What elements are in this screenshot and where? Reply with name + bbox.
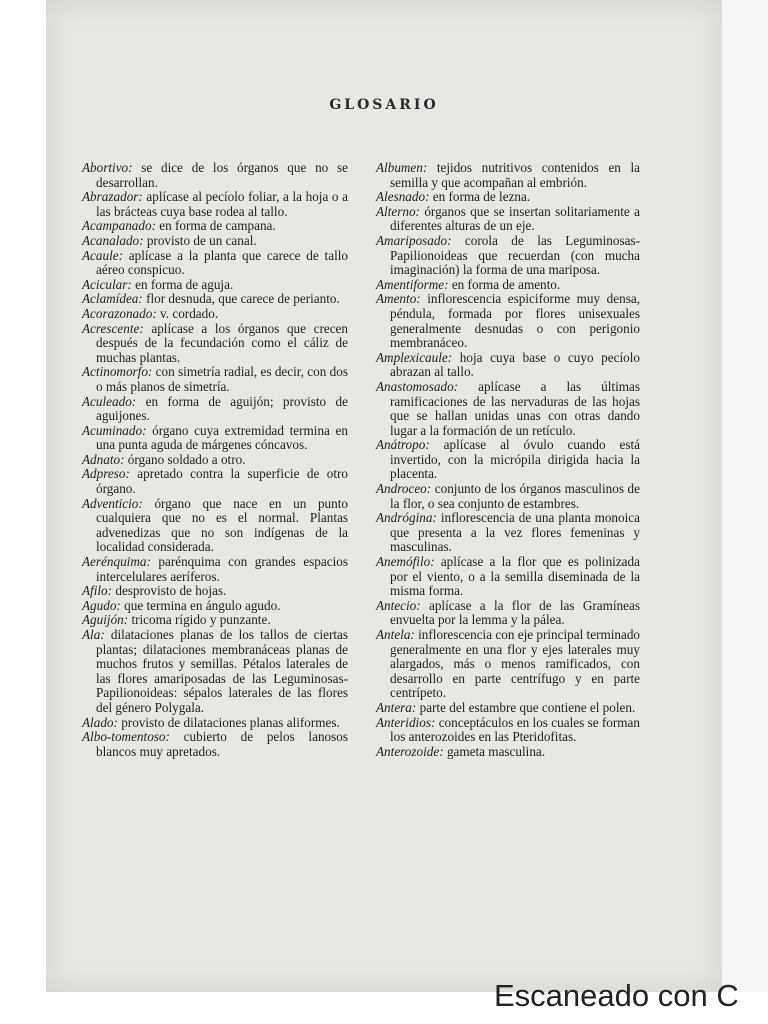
glossary-term: Anemófilo: [376, 554, 435, 570]
glossary-definition: órgano que nace en un punto cualquiera que no es el normal. Plantas advenedizas que no son indígenas de la localidad considerada. [96, 495, 348, 555]
glossary-entry [82, 365, 348, 394]
glossary-entry [82, 278, 348, 293]
glossary-term: Adventicio: [82, 495, 143, 511]
glossary-entry [82, 322, 348, 366]
book-page [46, 0, 722, 992]
glossary-entry [376, 701, 640, 716]
glossary-term: Aerénquima: [82, 554, 151, 570]
glossary-term: Aclamídea: [82, 291, 143, 307]
glossary-term: Amplexicaule: [376, 349, 453, 365]
glossary-column-left [82, 161, 348, 759]
glossary-entry [82, 307, 348, 322]
glossary-entry [82, 292, 348, 307]
scanner-watermark: Escaneado con C [494, 978, 739, 1013]
glossary-term: Andrógina: [376, 510, 437, 526]
glossary-definition: se dice de los órganos que no se desarrollan. [96, 160, 348, 190]
glossary-term: Anteridios: [376, 714, 436, 730]
glossary-definition: desprovisto de hojas. [112, 583, 227, 599]
glossary-term: Acampanado: [82, 218, 156, 234]
glossary-definition: órganos que se insertan solitariamente a diferentes alturas de un eje. [390, 203, 640, 234]
glossary-definition: en forma de lezna. [429, 189, 531, 205]
glossary-definition: hoja cuya base o cuyo pecíolo abrazan al tallo. [390, 349, 640, 380]
glossary-definition: con simetría radial, es decir, con dos o más planos de simetría. [96, 364, 348, 394]
glossary-definition: aplícase a la flor que es polinizada por el viento, o a la semilla diseminada de la misma forma. [390, 554, 640, 599]
glossary-definition: conjunto de los órganos masculinos de la flor, o sea conjunto de estambres. [390, 481, 640, 511]
glossary-term: Aculeado: [82, 393, 137, 409]
page-title: GLOSARIO [329, 97, 439, 113]
glossary-entry [82, 453, 348, 468]
glossary-definition: inflorescencia de una planta monoica que presenta a la vez flores femeninas y masculinas. [390, 510, 640, 555]
glossary-definition: cubierto de pelos lanosos blancos muy apretados. [96, 729, 348, 759]
glossary-entry [82, 249, 348, 278]
glossary-definition: en forma de aguja. [131, 276, 234, 292]
glossary-term: Antecio: [376, 597, 421, 613]
glossary-entry [82, 628, 348, 716]
glossary-term: Anátropo: [376, 437, 430, 453]
glossary-entry [376, 234, 640, 278]
glossary-definition: v. cordado. [156, 305, 219, 321]
glossary-term: Albo-tomentoso: [82, 729, 170, 745]
glossary-term: Antera: [376, 699, 417, 715]
glossary-definition: aplícase a las últimas ramificaciones de las nervaduras de las hojas que se hallan unidas unas con otras dando lugar a la formación de un retículo. [390, 378, 640, 438]
glossary-term: Acuminado: [82, 422, 147, 438]
glossary-entry [82, 161, 348, 190]
glossary-entry [82, 555, 348, 584]
glossary-entry [376, 482, 640, 511]
glossary-term: Amento: [376, 291, 421, 307]
glossary-entry [376, 161, 640, 190]
glossary-definition: tricoma rígido y punzante. [128, 612, 271, 628]
glossary-entry [376, 438, 640, 482]
glossary-definition: parte del estambre que contiene el polen. [416, 699, 636, 715]
glossary-definition: parénquima con grandes espacios intercelulares aeríferos. [96, 554, 348, 584]
glossary-entry [376, 205, 640, 234]
glossary-entry [376, 716, 640, 745]
glossary-term: Alado: [82, 714, 118, 730]
glossary-column-right [376, 161, 640, 759]
glossary-term: Alesnado: [376, 189, 430, 205]
page-edge [722, 0, 768, 992]
glossary-term: Adnato: [82, 451, 125, 467]
glossary-term: Acorazonado: [82, 305, 157, 321]
glossary-definition: aplícase al pecíolo foliar, a la hoja o a las brácteas cuya base rodea al tallo. [96, 189, 348, 219]
glossary-term: Anterozoide: [376, 743, 444, 759]
glossary-entry [376, 380, 640, 438]
glossary-definition: aplícase a la planta que carece de tallo aéreo conspicuo. [96, 247, 348, 278]
glossary-entry [82, 467, 348, 496]
glossary-entry [376, 555, 640, 599]
glossary-definition: conceptáculos en los cuales se forman los anterozoides en las Pteridofitas. [390, 714, 640, 745]
glossary-entry [82, 497, 348, 555]
glossary-definition: órgano cuya extremidad termina en una punta aguda de márgenes cóncavos. [96, 422, 348, 453]
glossary-term: Abrazador: [82, 189, 143, 205]
glossary-definition: en forma de campana. [155, 218, 276, 234]
glossary-definition: aplícase a los órganos que crecen después de la fecundación como el cáliz de muchas plantas. [96, 320, 348, 365]
glossary-term: Acaule: [82, 247, 124, 263]
glossary-entry [82, 395, 348, 424]
glossary-definition: aplícase al óvulo cuando está invertido, con la micrópila dirigida hacia la placenta. [390, 437, 640, 482]
glossary-term: Abortivo: [82, 160, 133, 175]
glossary-definition: apretado contra la superficie de otro órgano. [96, 466, 348, 497]
glossary-term: Androceo: [376, 481, 432, 497]
glossary-entry [376, 745, 640, 760]
glossary-entry [376, 511, 640, 555]
glossary-definition: en forma de aguijón; provisto de aguijones. [96, 393, 348, 424]
glossary-definition: dilataciones planas de los tallos de ciertas plantas; dilataciones membranáceas planas de muchos frutos y semillas. Pétalos laterales de las flores amariposadas de las Leguminosas-Papilionoideas: sépalos laterales de las flores del género Polygala. [96, 627, 348, 715]
glossary-term: Afilo: [82, 583, 113, 599]
glossary-term: Ala: [82, 627, 105, 642]
glossary-term: Acicular: [82, 276, 132, 292]
glossary-definition: gameta masculina. [443, 743, 546, 759]
glossary-entry [82, 599, 348, 614]
glossary-entry [82, 190, 348, 219]
glossary-definition: inflorescencia espiciforme muy densa, péndula, formada por flores unisexuales generalmente desnudas o con perigonio membranáceo. [390, 291, 640, 351]
glossary-term: Acanalado: [82, 232, 144, 248]
glossary-entry [376, 599, 640, 628]
glossary-entry [82, 613, 348, 628]
glossary-term: Agudo: [82, 597, 121, 613]
glossary-entry [82, 234, 348, 249]
glossary-definition: inflorescencia con eje principal terminado generalmente en una flor y ejes laterales muy alargados, más o menos ramificados, con desarrollo en parte centrífugo y en parte centrípeto. [390, 627, 641, 701]
glossary-term: Anastomosado: [376, 378, 459, 394]
glossary-definition: provisto de dilataciones planas aliformes. [117, 714, 340, 730]
glossary-entry [376, 278, 640, 293]
glossary-term: Adpreso: [82, 466, 130, 482]
glossary-entry [82, 219, 348, 234]
glossary-definition: que termina en ángulo agudo. [120, 597, 281, 613]
glossary-entry [376, 292, 640, 350]
glossary-entry [82, 730, 348, 759]
glossary-definition: flor desnuda, que carece de perianto. [142, 291, 340, 307]
glossary-term: Aguijón: [82, 612, 129, 628]
glossary-term: Alterno: [376, 203, 420, 219]
glossary-definition: aplícase a la flor de las Gramíneas envuelta por la lemma y la pálea. [390, 597, 640, 628]
glossary-entry [82, 424, 348, 453]
glossary-definition: corola de las Leguminosas-Papilionoideas que recuerdan (con mucha imaginación) la forma de una mariposa. [390, 232, 640, 278]
glossary-term: Albumen: [376, 160, 428, 175]
glossary-entry [376, 628, 640, 701]
glossary-entry [376, 190, 640, 205]
glossary-definition: en forma de amento. [448, 276, 561, 292]
glossary-definition: órgano soldado a otro. [124, 451, 246, 467]
glossary-entry [82, 716, 348, 731]
glossary-term: Amariposado: [376, 232, 452, 248]
glossary-term: Actinomorfo: [82, 364, 153, 380]
glossary-definition: tejidos nutritivos contenidos en la semilla y que acompañan al embrión. [390, 160, 640, 190]
glossary-term: Acrescente: [82, 320, 144, 336]
glossary-entry [82, 584, 348, 599]
glossary-entry [376, 351, 640, 380]
glossary-definition: provisto de un canal. [143, 232, 257, 248]
glossary-term: Amentiforme: [376, 276, 449, 292]
glossary-term: Antela: [376, 627, 415, 642]
